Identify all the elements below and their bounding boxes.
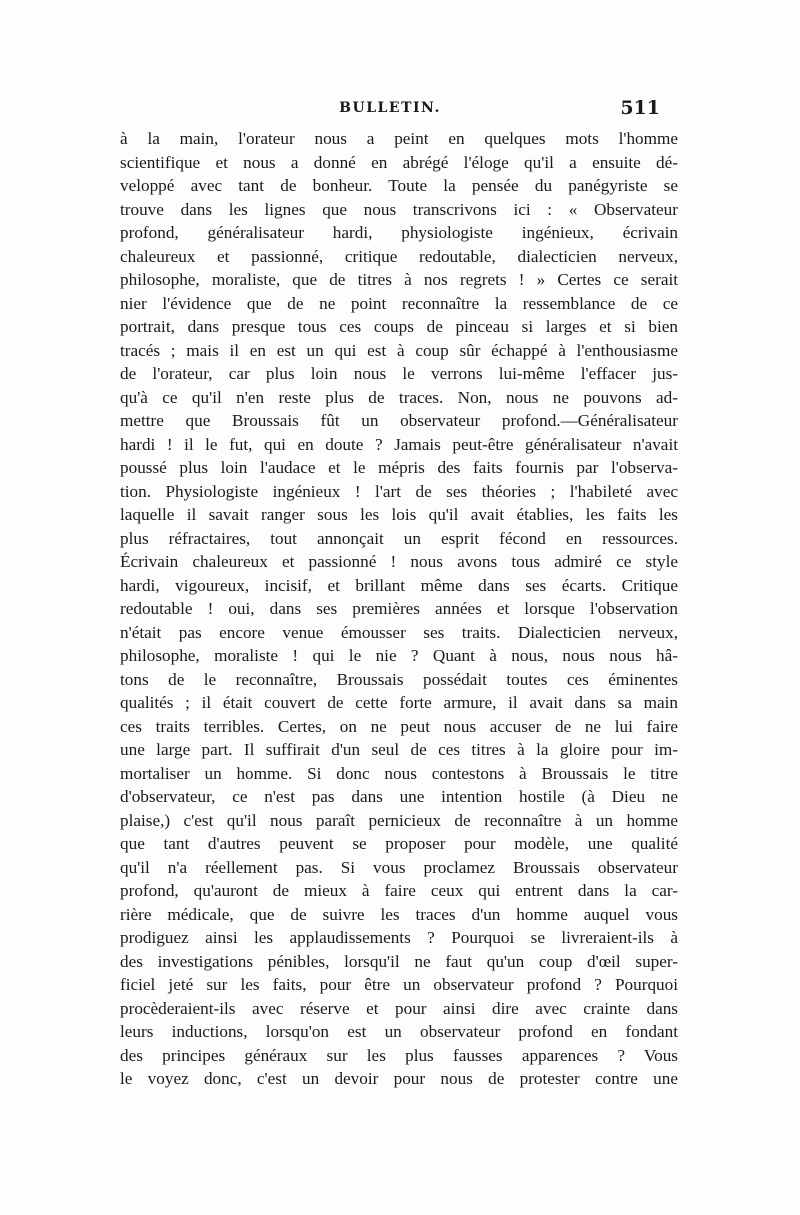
text-line: d'observateur, ce n'est pas dans une intention hostile (à Dieu ne [120,787,678,806]
text-line: une large part. Il suffirait d'un seul de ces titres à la gloire pour im- [120,740,678,759]
text-line: hardi ! il le fut, qui en doute ? Jamais peut-être généralisateur n'avait [120,434,678,454]
text-line: des investigations pénibles, lorsqu'il ne faut qu'un coup d'œil super- [120,951,678,971]
text-line: le voyez donc, c'est un devoir pour nous de protester contre une [120,1069,678,1088]
text-line: plus réfractaires, tout annonçait un esprit fécond en ressources. [120,528,678,548]
text-line: de l'orateur, car plus loin nous le verrons lui-même l'effacer jus- [120,364,678,383]
text-line: hardi, vigoureux, incisif, et brillant même dans ses écarts. Critique [120,575,678,595]
page-number: 511 [620,97,660,119]
text-line: rière médicale, que de suivre les traces d'un homme auquel vous [120,904,678,924]
text-line: des principes généraux sur les plus fausses apparences ? Vous [120,1045,678,1065]
text-line: qu'il n'a réellement pas. Si vous proclamez Broussais observateur [120,857,678,877]
text-line: tracés ; mais il en est un qui est à coup sûr échappé à l'enthousiasme [120,340,678,360]
body-text [120,127,678,1091]
text-line: profond, qu'auront de mieux à faire ceux qui entrent dans la car- [120,881,678,900]
text-line: tons de le reconnaître, Broussais possédait toutes ces éminentes [120,669,678,689]
text-line: laquelle il savait ranger sous les lois qu'il avait établies, les faits les [120,505,678,524]
text-line: scientifique et nous a donné en abrégé l'éloge qu'il a ensuite dé- [120,152,678,172]
text-line: redoutable ! oui, dans ses premières années et lorsque l'observation [120,599,678,618]
text-line: tion. Physiologiste ingénieux ! l'art de ses théories ; l'habileté avec [120,481,678,501]
text-line: leurs inductions, lorsqu'on est un observateur profond en fondant [120,1022,678,1041]
text-line: philosophe, moraliste ! qui le nie ? Quant à nous, nous nous hâ- [120,646,678,665]
text-line: veloppé avec tant de bonheur. Toute la pensée du panégyriste se [120,176,678,195]
text-line: philosophe, moraliste, que de titres à nos regrets ! » Certes ce serait [120,270,678,289]
text-line: trouve dans les lignes que nous transcrivons ici : « Observateur [120,199,678,219]
text-line: plaise,) c'est qu'il nous paraît pernicieux de reconnaître à un homme [120,810,678,830]
text-line: mettre que Broussais fût un observateur profond.—Généralisateur [120,411,678,430]
text-line: ficiel jeté sur les faits, pour être un observateur profond ? Pourquoi [120,975,678,994]
text-line: ces traits terribles. Certes, on ne peut nous accuser de ne lui faire [120,716,678,736]
text-line: prodiguez ainsi les applaudissements ? Pourquoi se livreraient-ils à [120,928,678,947]
running-head [120,97,660,124]
text-line: nier l'évidence que de ne point reconnaître la ressemblance de ce [120,293,678,313]
text-line: à la main, l'orateur nous a peint en quelques mots l'homme [120,129,678,148]
text-line: procèderaient-ils avec réserve et pour ainsi dire avec crainte dans [120,998,678,1018]
text-line: mortaliser un homme. Si donc nous contestons à Broussais le titre [120,763,678,783]
text-line: n'était pas encore venue émousser ses traits. Dialecticien nerveux, [120,622,678,642]
text-line: qualités ; il était couvert de cette forte armure, il avait dans sa main [120,693,678,712]
text-line: portrait, dans presque tous ces coups de pinceau si larges et si bien [120,317,678,336]
text-line: qu'à ce qu'il n'en reste plus de traces. Non, nous ne pouvons ad- [120,387,678,407]
text-line: profond, généralisateur hardi, physiologiste ingénieux, écrivain [120,223,678,242]
text-line: chaleureux et passionné, critique redoutable, dialecticien nerveux, [120,246,678,266]
text-line: poussé plus loin l'audace et le mépris des faits fournis par l'observa- [120,458,678,477]
running-title: BULLETIN. [339,100,441,116]
text-line: Écrivain chaleureux et passionné ! nous avons tous admiré ce style [120,552,678,571]
text-line: que tant d'autres peuvent se proposer pour modèle, une qualité [120,834,678,853]
